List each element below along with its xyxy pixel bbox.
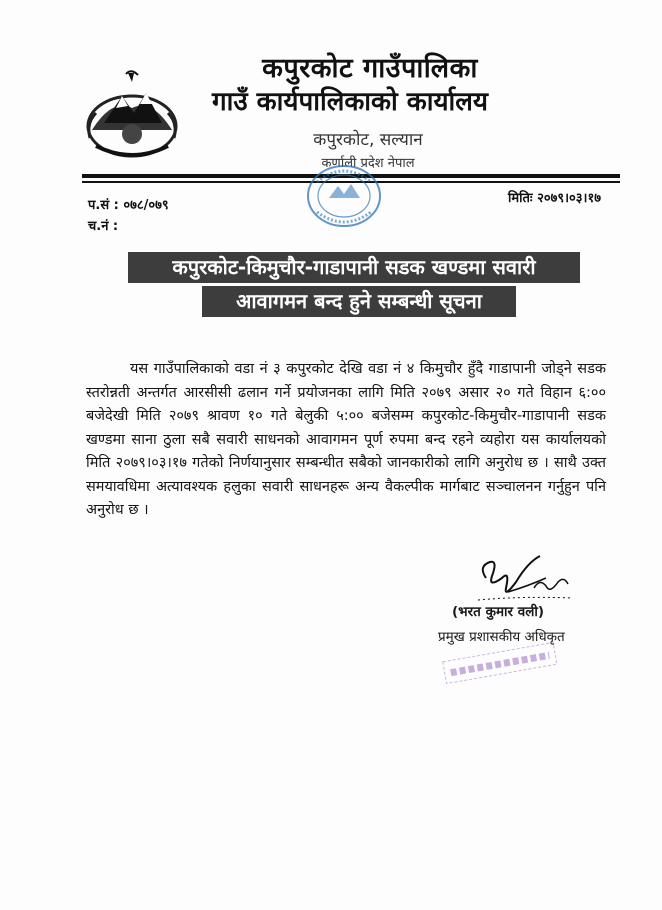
signatory-name: (भरत कुमार वली) <box>452 604 545 620</box>
reference-number: प.सं : ०७८/०७९ <box>88 198 169 213</box>
notice-title-line2: आवागमन बन्द हुने सम्बन्धी सूचना <box>202 286 516 317</box>
office-subtitle: गाउँ कार्यपालिकाको कार्यालय <box>212 87 488 117</box>
signatory-title: प्रमुख प्रशासकीय अधिकृत <box>438 629 565 645</box>
notice-body <box>86 358 606 523</box>
office-stamp-icon <box>303 162 385 230</box>
letter-date: मितिः २०७९।०३।१७ <box>508 191 602 206</box>
office-name: कपुरकोट गाउँपालिका <box>262 53 478 84</box>
notice-title-line1: कपुरकोट-किमुचौर-गाडापानी सडक खण्डमा सवारी <box>128 252 580 283</box>
signature-icon <box>468 548 578 608</box>
office-location: कपुरकोट, सल्यान <box>313 130 423 150</box>
designation-stamp-icon <box>440 640 560 688</box>
office-province: कर्णाली प्रदेश नेपाल <box>321 156 415 171</box>
notice-paragraph: यस गाउँपालिकाको वडा नं ३ कपुरकोट देखि वडा नं ४ किमुचौर हुँदै गाडापानी जोड्ने सडक स्तरोन्नती अन्तर्गत आरसीसी ढलान गर्ने प्रयोजनका लागि मिति २०७९ असार २० गते विहान ६:०० बजेदेखी मिति २०७९ श्रावण १० गते बेलुकी ५:०० बजेसम्म कपुरकोट-किमुचौर-गाडापानी सडक खण्डमा साना ठुला सबै सवारी साधनको आवागमन पूर्ण रुपमा बन्द रहने व्यहोरा यस कार्यालयको मिति २०७९।०३।१७ गतेको निर्णयानुसार सम्बन्धीत सबैको जानकारीको लागि अनुरोध छ । साथै उक्त समयावधिमा अत्यावश्यक हलुका सवारी साधनहरू अन्य वैकल्पीक मार्गबाट सञ्चालनन गर्नुहुन पनि अनुरोध छ । <box>86 361 606 518</box>
dispatch-number: च.नं : <box>88 219 119 234</box>
